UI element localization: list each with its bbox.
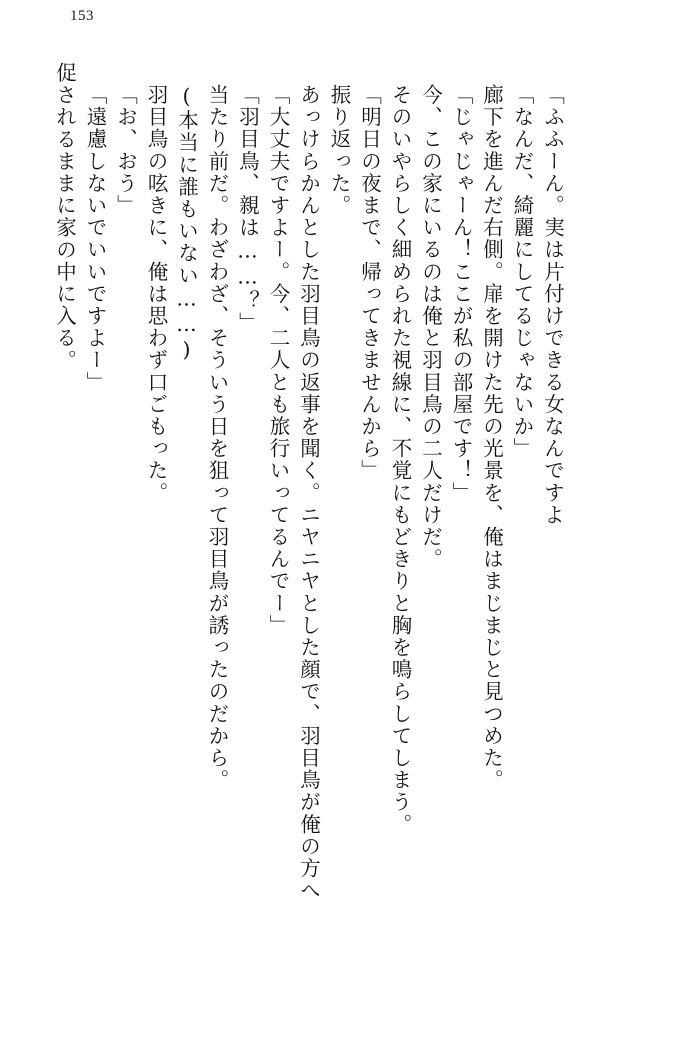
text-line: 「遠慮しないでいいですよー」 [83, 84, 107, 394]
text-line: (本当に誰もいない……) [174, 84, 199, 364]
text-line: あっけらかんとした羽目鳥の返事を聞く。ニヤニヤとした顔で、羽目鳥が俺の方へ [296, 84, 321, 902]
text-line: 「じゃじゃーん！ここが私の部屋です！」 [449, 84, 473, 504]
text-line: 促されるままに家の中に入る。 [52, 62, 77, 372]
text-line: 今、この家にいるのは俺と羽目鳥の二人だけだ。 [418, 84, 443, 571]
text-line: そのいやらしく細められた視線に、不覚にもどきりと胸を鳴らしてしまう。 [388, 84, 412, 836]
text-line: 「大丈夫ですよー。今、二人とも旅行いってるんでー」 [266, 84, 290, 637]
text-line: 「ふふーん。実は片付けできる女なんですよ [540, 84, 565, 526]
text-line: 「なんだ、綺麗にしてるじゃないか」 [510, 84, 534, 460]
text-line: 「明日の夜まで、帰ってきませんから」 [357, 84, 382, 482]
page-number: 153 [70, 8, 94, 24]
text-line: 「お、おう」 [113, 84, 138, 217]
text-line: 「羽目鳥、親は……？」 [235, 84, 260, 335]
text-line: 当たり前だ。わざわざ、そういう日を狙って羽目鳥が誘ったのだから。 [205, 84, 229, 792]
text-line: 振り返った。 [327, 84, 351, 217]
body-text-block [44, 62, 652, 992]
text-line: 廊下を進んだ右側。扉を開けた先の光景を、俺はまじまじと見つめた。 [479, 84, 504, 792]
text-line: 羽目鳥の呟きに、俺は思わず口ごもった。 [144, 84, 168, 504]
